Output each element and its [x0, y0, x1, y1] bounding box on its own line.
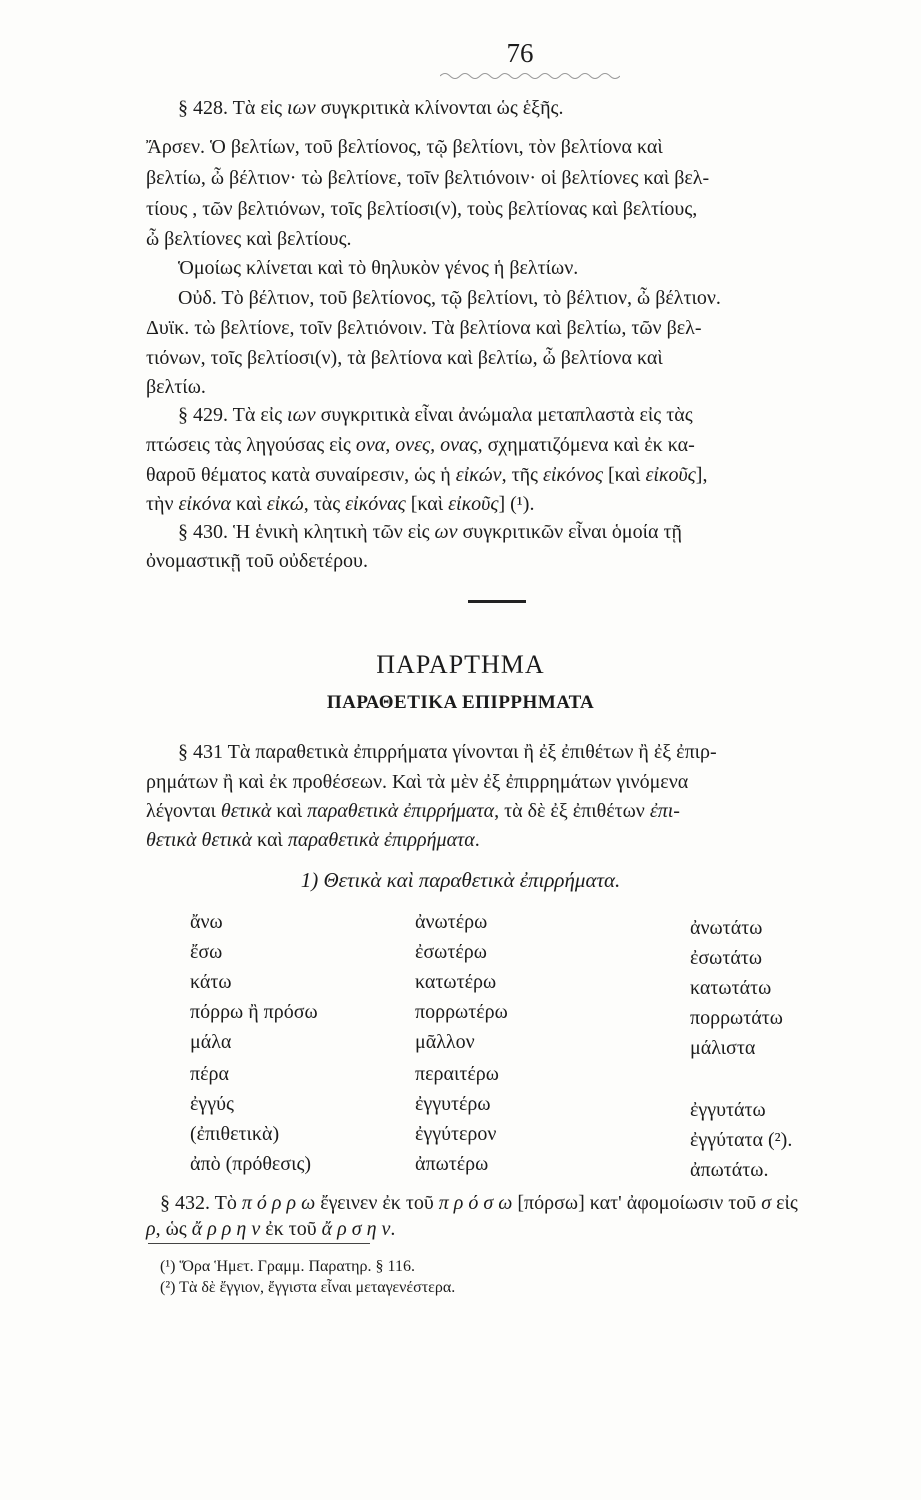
text-segment: § 431 Τὰ παραθετικὰ ἐπιρρήματα γίνονται ἢ ἐξ ἐπιθέτων ἢ ἐξ ἐπιρ-: [178, 741, 717, 763]
superlative-form: πορρωτάτω: [690, 1007, 783, 1029]
text-segment: συγκριτικὰ εἶναι ἀνώμαλα μεταπλαστὰ εἰς τὰς: [315, 404, 693, 426]
comparative-form: ἀνωτέρω: [415, 911, 488, 933]
text-segment: ἔγεινεν ἐκ τοῦ: [315, 1192, 439, 1214]
text-line: [178, 288, 921, 308]
text-segment: παραθετικὰ ἐπιρρήματα: [307, 800, 495, 822]
footnote: (¹) Ὅρα Ἡμετ. Γραμμ. Παρατηρ. § 116.: [160, 1258, 415, 1275]
footnote: (²) Τὰ δὲ ἔγγιον, ἔγγιστα εἶναι μεταγενέστερα.: [160, 1279, 456, 1296]
table-subtitle: 1) Θετικὰ καὶ παραθετικὰ ἐπιρρήματα.: [300, 868, 621, 892]
text-segment: [καὶ: [603, 464, 646, 486]
text-line: [146, 551, 921, 571]
text-line: [146, 465, 921, 485]
text-segment: καὶ: [252, 829, 288, 851]
positive-form: μάλα: [190, 1031, 232, 1053]
text-line: [146, 801, 921, 821]
comparative-form: περαιτέρω: [415, 1063, 499, 1085]
text-segment: βελτίω.: [146, 376, 206, 398]
text-segment: εἰκώ: [266, 493, 304, 515]
text-segment: εἰκοῦς: [645, 464, 696, 486]
comparative-form: ἀπωτέρω: [415, 1153, 489, 1175]
superlative-form: ἐσωτάτω: [690, 947, 763, 969]
positive-form: πόρρω ἢ πρόσω: [190, 1001, 318, 1023]
text-segment: π ό ρ ρ ω: [241, 1192, 316, 1214]
text-segment: σ: [761, 1192, 772, 1214]
text-segment: λέγονται: [146, 800, 221, 822]
comparative-form: ἐγγύτερον: [415, 1123, 497, 1145]
text-segment: τιόνων, τοῖς βελτίοσι(ν), τὰ βελτίονα καὶ βελτίω, ὦ βελτίονα καὶ: [146, 347, 663, 369]
text-segment: εἰκόνα: [178, 493, 231, 515]
page-number: 76: [506, 38, 534, 68]
text-line: [146, 1219, 921, 1239]
text-segment: ων: [434, 521, 458, 543]
text-segment: καὶ: [271, 800, 308, 822]
text-line: [146, 348, 921, 368]
superlative-form: μάλιστα: [690, 1037, 756, 1059]
superlative-form: ἀπωτάτω.: [690, 1159, 769, 1181]
text-segment: ἄ ρ ρ η ν: [191, 1218, 261, 1240]
appendix-title: ΠΑΡΑΡΤΗΜΑ: [376, 650, 545, 679]
text-segment: καὶ: [230, 493, 267, 515]
superlative-form: ἐγγυτάτω: [690, 1099, 766, 1121]
decorative-wavy-line: [440, 70, 620, 82]
text-segment: Οὐδ. Τὸ βέλτιον, τοῦ βελτίονος, τῷ βελτίονι, τὸ βέλτιον, ὦ βέλτιον.: [178, 287, 721, 309]
text-segment: τὴν: [146, 493, 179, 515]
text-segment: εἰκών: [455, 464, 502, 486]
text-line: [178, 742, 921, 762]
text-segment: θετικὰ θετικὰ: [146, 829, 253, 851]
text-segment: § 429. Τὰ εἰς: [178, 404, 288, 426]
text-segment: Ἄρσεν. Ὁ βελτίων, τοῦ βελτίονος, τῷ βελτίονι, τὸν βελτίονα καὶ: [146, 136, 663, 158]
text-segment: ὀνομαστικῇ τοῦ οὐδετέρου.: [146, 550, 368, 572]
appendix-subtitle: ΠΑΡΑΘΕΤΙΚΑ ΕΠΙΡΡΗΜΑΤΑ: [326, 692, 595, 713]
text-segment: Ὁμοίως κλίνεται καὶ τὸ θηλυκὸν γένος ἡ βελτίων.: [178, 257, 579, 279]
text-segment: [πόρσω] κατ' ἀφομοίωσιν τοῦ: [512, 1192, 762, 1214]
text-segment: σχηματιζόμενα καὶ ἐκ κα-: [482, 434, 695, 456]
text-segment: [καὶ: [405, 493, 449, 515]
text-segment: ονα, ονες, ονας,: [355, 434, 483, 456]
superlative-form: κατωτάτω: [690, 977, 772, 999]
text-segment: ],: [695, 464, 708, 486]
text-segment: ὦ βελτίονες καὶ βελτίους.: [146, 228, 352, 250]
text-segment: παραθετικὰ ἐπιρρήματα: [287, 829, 475, 851]
text-segment: τίους , τῶν βελτιόνων, τοῖς βελτίοσι(ν), τοὺς βελτίονας καὶ βελτίους,: [146, 198, 698, 220]
positive-form: ἄνω: [190, 911, 223, 933]
text-line: [146, 830, 921, 850]
comparative-form: κατωτέρω: [415, 971, 497, 993]
text-line: [178, 98, 921, 118]
positive-form: ἐγγύς: [190, 1093, 234, 1115]
text-line: [146, 229, 921, 249]
text-line: [178, 405, 921, 425]
text-segment: , τῆς: [501, 464, 543, 486]
text-segment: ἐκ τοῦ: [260, 1218, 322, 1240]
text-segment: .: [390, 1218, 396, 1240]
positive-form: ἀπὸ (πρόθεσις): [190, 1153, 312, 1175]
positive-form: ἔσω: [190, 941, 223, 963]
section-divider: [468, 600, 526, 603]
text-segment: θαροῦ θέματος κατὰ συναίρεσιν, ὡς ἡ: [146, 464, 456, 486]
text-line: [178, 258, 921, 278]
text-segment: ρ: [146, 1218, 156, 1240]
text-line: [146, 137, 921, 157]
text-segment: εἰκοῦς: [448, 493, 499, 515]
text-segment: ἐπι-: [649, 800, 680, 822]
text-segment: , τὰς: [303, 493, 346, 515]
text-segment: συγκριτικῶν εἶναι ὁμοία τῇ: [457, 521, 682, 543]
text-line: [146, 168, 921, 188]
text-segment: Δυϊκ. τὼ βελτίονε, τοῖν βελτιόνοιν. Τὰ βελτίονα καὶ βελτίω, τῶν βελ-: [146, 317, 702, 339]
comparative-form: ἐγγυτέρω: [415, 1093, 491, 1115]
text-line: [146, 199, 921, 219]
text-segment: § 428. Τὰ εἰς: [178, 97, 288, 119]
comparative-form: πορρωτέρω: [415, 1001, 508, 1023]
positive-form: κάτω: [190, 971, 232, 993]
text-segment: εἰκόνας: [345, 493, 406, 515]
text-line: [146, 435, 921, 455]
text-line: [160, 1193, 921, 1213]
text-line: [146, 772, 921, 792]
text-line: [146, 318, 921, 338]
text-segment: ιων: [287, 97, 316, 119]
superlative-form: ἀνωτάτω: [690, 917, 763, 939]
text-segment: ρημάτων ἢ καὶ ἐκ προθέσεων. Καὶ τὰ μὲν ἐξ ἐπιρρημάτων γινόμενα: [146, 771, 689, 793]
text-segment: π ρ ό σ ω: [438, 1192, 513, 1214]
text-segment: , ὡς: [155, 1218, 192, 1240]
comparative-form: ἐσωτέρω: [415, 941, 487, 963]
text-segment: συγκριτικὰ κλίνονται ὡς ἑξῆς.: [315, 97, 564, 119]
text-line: [146, 494, 921, 514]
positive-form: πέρα: [190, 1063, 229, 1085]
text-segment: ] (¹).: [498, 493, 535, 515]
text-segment: § 430. Ἡ ἑνικὴ κλητικὴ τῶν εἰς: [178, 521, 435, 543]
text-line: [146, 377, 921, 397]
text-segment: ιων: [287, 404, 316, 426]
text-line: [178, 522, 921, 542]
text-segment: θετικὰ: [220, 800, 272, 822]
text-segment: ἄ ρ σ η ν: [321, 1218, 391, 1240]
text-segment: , τὰ δὲ ἐξ ἐπιθέτων: [494, 800, 650, 822]
text-segment: βελτίω, ὦ βέλτιον· τὼ βελτίονε, τοῖν βελτιόνοιν· οἱ βελτίονες καὶ βελ-: [146, 167, 710, 189]
footnote-divider: [148, 1243, 370, 1244]
superlative-form: ἐγγύτατα (²).: [690, 1129, 793, 1151]
text-segment: .: [474, 829, 480, 851]
comparative-form: μᾶλλον: [415, 1031, 475, 1053]
text-segment: πτώσεις τὰς ληγούσας εἰς: [146, 434, 356, 456]
text-segment: εἰς: [771, 1192, 798, 1214]
text-segment: εἰκόνος: [542, 464, 604, 486]
positive-form: (ἐπιθετικὰ): [190, 1123, 280, 1145]
text-segment: § 432. Τὸ: [160, 1192, 242, 1214]
